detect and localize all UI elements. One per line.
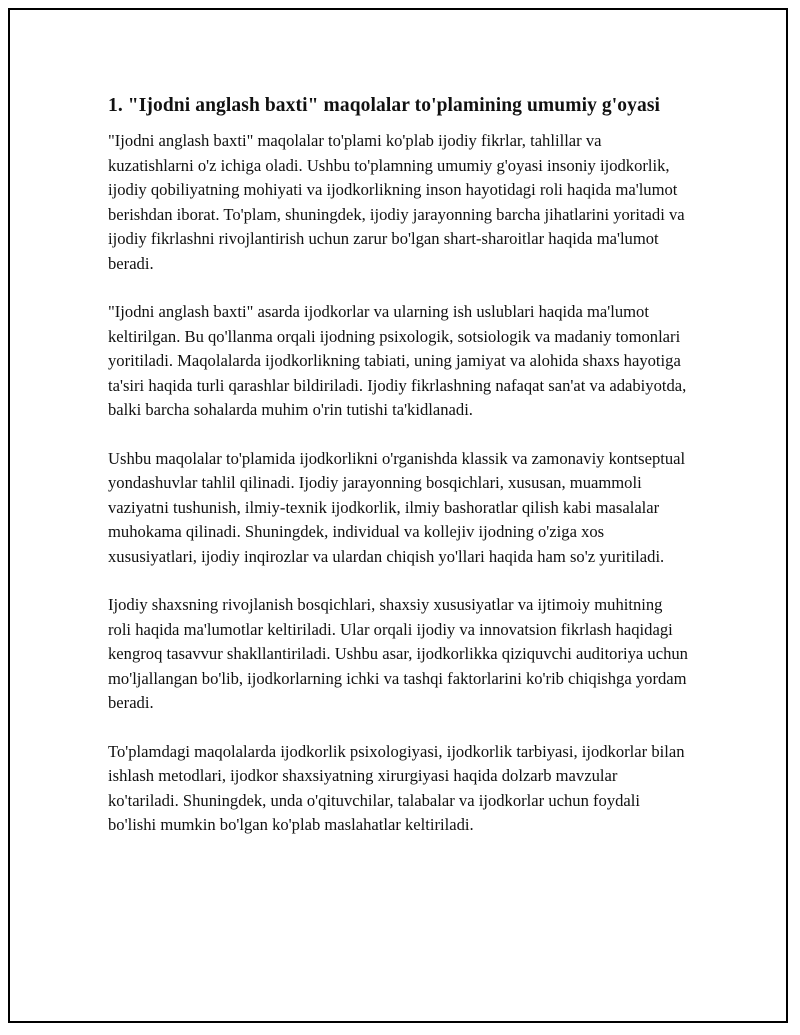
paragraph-5: To'plamdagi maqolalarda ijodkorlik psixologiyasi, ijodkorlik tarbiyasi, ijodkorlar bilan ishlash metodlari, ijodkor shaxsiyatning xirurgiyasi haqida dolzarb mavzular ko'tariladi. Shuningdek, unda o'qituvchilar, talabalar va ijodkorlar uchun foydali bo'lishi mumkin bo'lgan ko'plab maslahatlar keltiriladi. (108, 741, 685, 834)
paragraph-4: Ijodiy shaxsning rivojlanish bosqichlari, shaxsiy xususiyatlar va ijtimoiy muhitning roli haqida ma'lumotlar keltiriladi. Ular orqali ijodiy va innovatsion fikrlash haqidagi kengroq tasavvur shakllantiriladi. Ushbu asar, ijodkorlikka qiziquvchi auditoriya uchun mo'ljallangan bo'lib, ijodkorlarning ichki va tashqi faktorlarini ko'rib chiqishga yordam beradi. (108, 595, 688, 712)
paragraph-1: "Ijodni anglash baxti" maqolalar to'plami ko'plab ijodiy fikrlar, tahlillar va kuzatishlarni o'z ichiga oladi. Ushbu to'plamning umumiy g'oyasi insoniy ijodkorlik, ijodiy qobiliyatning mohiyati va ijodkorlikning inson hayotidagi roli haqida ma'lumot berishdan iborat. To'plam, shuningdek, ijodiy jarayonning barcha jihatlarini yoritadi va ijodiy fikrlashni rivojlantirish uchun zarur bo'lgan shart-sharoitlar haqida ma'lumot beradi. (108, 131, 685, 273)
section-heading: 1. "Ijodni anglash baxti" maqolalar to'plamining umumiy g'oyasi (108, 95, 661, 116)
document-body (108, 92, 688, 862)
paragraph-2: "Ijodni anglash baxti" asarda ijodkorlar va ularning ish uslublari haqida ma'lumot keltirilgan. Bu qo'llanma orqali ijodning psixologik, sotsiologik va madaniy tomonlari yoritiladi. Maqolalarda ijodkorlikning tabiati, uning jamiyat va alohida shaxs hayotiga ta'siri haqida turli qarashlar bildiriladi. Ijodiy fikrlashning nafaqat san'at va adabiyotda, balki barcha sohalarda muhim o'rin tutishi ta'kidlanadi. (108, 302, 687, 419)
paragraph-3: Ushbu maqolalar to'plamida ijodkorlikni o'rganishda klassik va zamonaviy kontseptual yondashuvlar tahlil qilinadi. Ijodiy jarayonning bosqichlari, xususan, muammoli vaziyatni tushunish, ilmiy-texnik ijodkorlik, ilmiy bashoratlar qilish kabi masalalar muhokama qilinadi. Shuningdek, individual va kollejiv ijodning o'ziga xos xususiyatlari, ijodiy inqirozlar va ulardan chiqish yo'llari haqida ham so'z yuritiladi. (108, 448, 686, 566)
